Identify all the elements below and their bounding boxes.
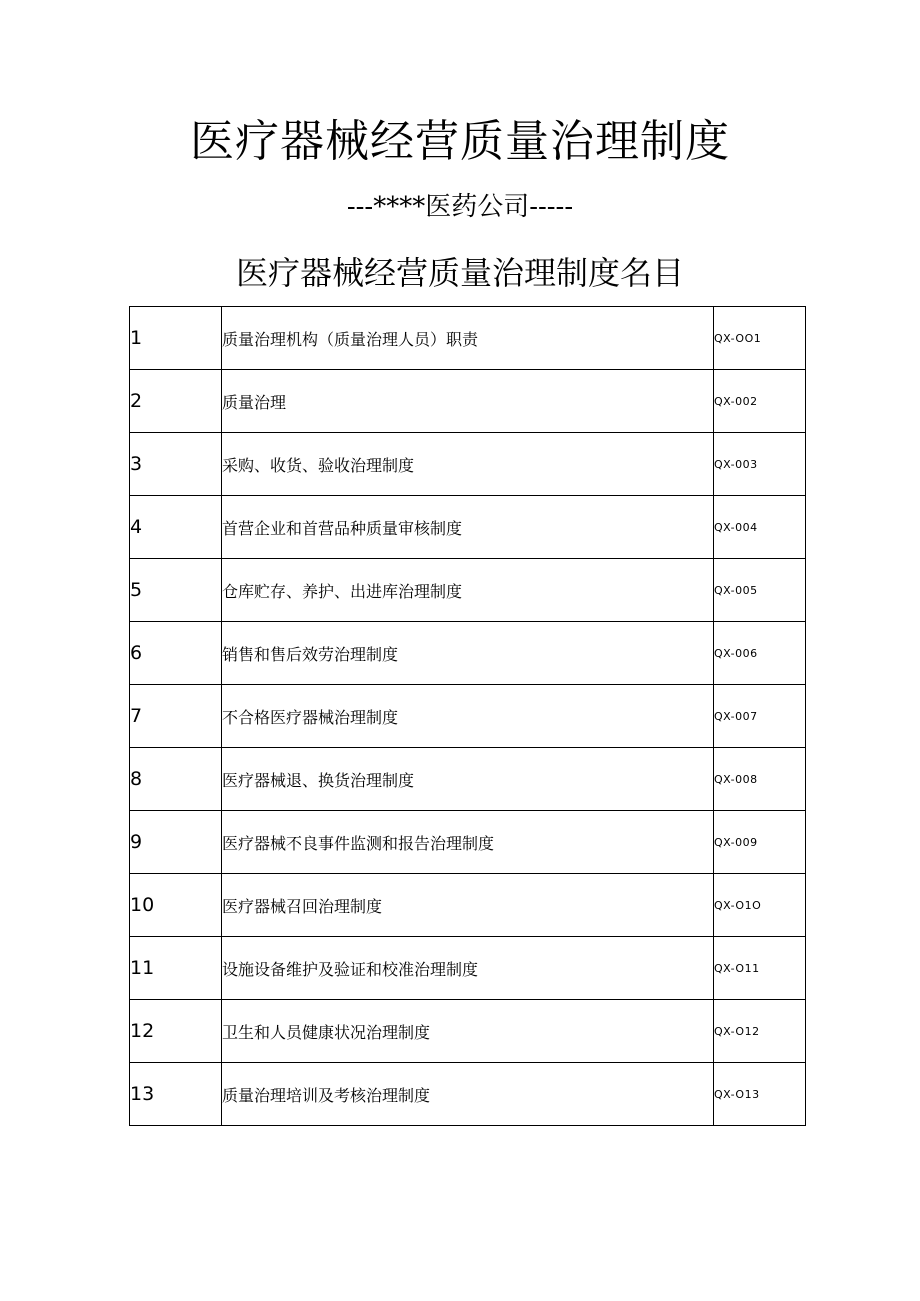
row-number: 10 [130,874,222,937]
row-code: QX-002 [714,370,806,433]
table-row [130,1063,806,1126]
row-name: 设施设备维护及验证和校准治理制度 [222,937,714,1000]
row-name: 不合格医疗器械治理制度 [222,685,714,748]
table-row [130,433,806,496]
row-number: 6 [130,622,222,685]
row-code: QX-008 [714,748,806,811]
document-subtitle: ---****医药公司----- [346,192,574,222]
row-code: QX-O12 [714,1000,806,1063]
row-number: 2 [130,370,222,433]
row-name: 质量治理培训及考核治理制度 [222,1063,714,1126]
row-number: 12 [130,1000,222,1063]
row-name: 质量治理机构（质量治理人员）职责 [222,307,714,370]
row-number: 7 [130,685,222,748]
row-number: 11 [130,937,222,1000]
row-number: 5 [130,559,222,622]
row-number: 9 [130,811,222,874]
row-number: 8 [130,748,222,811]
table-row [130,622,806,685]
row-name: 医疗器械召回治理制度 [222,874,714,937]
table-row [130,496,806,559]
table-row [130,559,806,622]
row-name: 卫生和人员健康状况治理制度 [222,1000,714,1063]
row-code: QX-009 [714,811,806,874]
catalog-table [129,306,806,1126]
row-number: 13 [130,1063,222,1126]
row-code: QX-003 [714,433,806,496]
row-name: 仓库贮存、养护、出进库治理制度 [222,559,714,622]
row-code: QX-006 [714,622,806,685]
row-code: QX-O11 [714,937,806,1000]
table-row [130,937,806,1000]
table-row [130,370,806,433]
document-title: 医疗器械经营质量治理制度 [190,116,730,167]
table-row [130,811,806,874]
row-code: QX-O13 [714,1063,806,1126]
row-number: 1 [130,307,222,370]
table-row [130,748,806,811]
row-name: 质量治理 [222,370,714,433]
table-row [130,307,806,370]
row-code: QX-OO1 [714,307,806,370]
row-name: 销售和售后效劳治理制度 [222,622,714,685]
row-code: QX-005 [714,559,806,622]
row-number: 4 [130,496,222,559]
row-name: 医疗器械退、换货治理制度 [222,748,714,811]
row-code: QX-007 [714,685,806,748]
row-number: 3 [130,433,222,496]
catalog-heading: 医疗器械经营质量治理制度名目 [235,254,684,292]
row-name: 采购、收货、验收治理制度 [222,433,714,496]
table-row [130,685,806,748]
row-code: QX-004 [714,496,806,559]
row-name: 医疗器械不良事件监测和报告治理制度 [222,811,714,874]
row-code: QX-O1O [714,874,806,937]
table-row [130,874,806,937]
table-row [130,1000,806,1063]
row-name: 首营企业和首营品种质量审核制度 [222,496,714,559]
